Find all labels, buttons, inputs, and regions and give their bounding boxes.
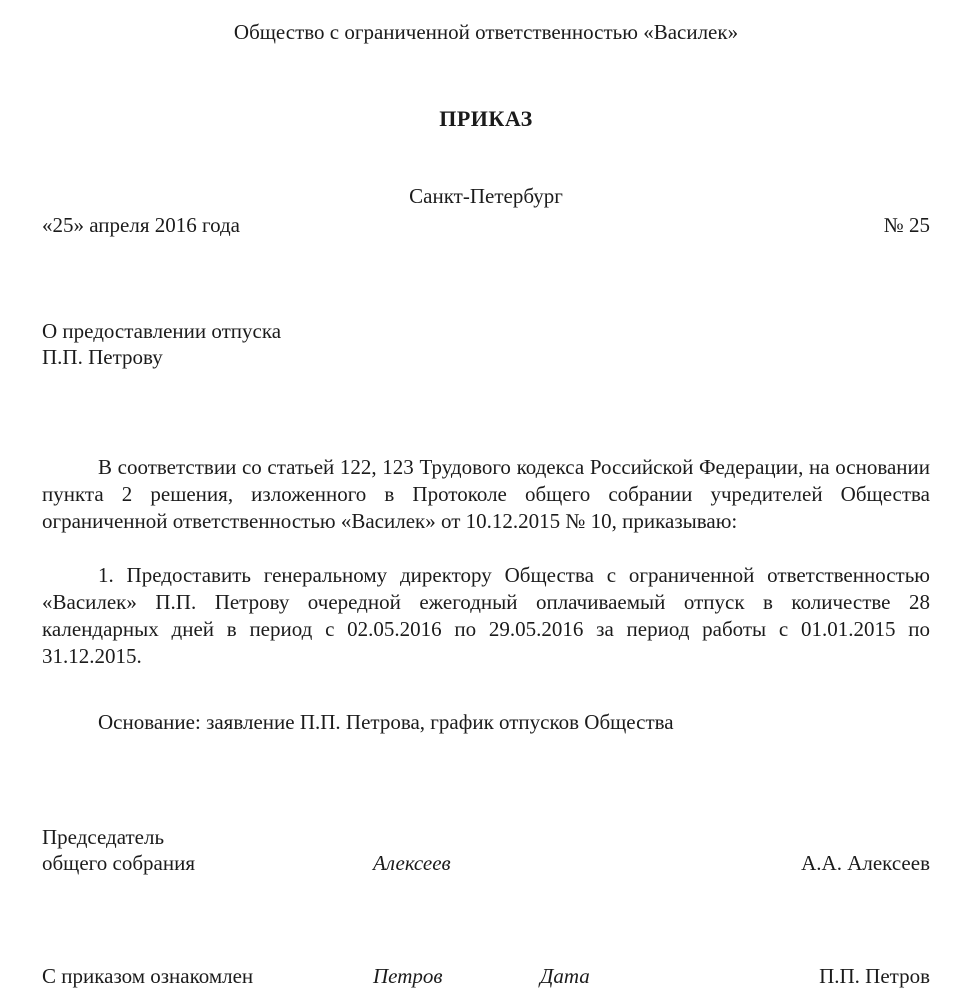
date-number-row bbox=[42, 213, 930, 238]
chairman-role-line-2: общего собрания bbox=[42, 851, 195, 875]
subject-line-1: О предоставлении отпуска bbox=[42, 319, 282, 343]
chairman-full-name: А.А. Алексеев bbox=[801, 851, 930, 875]
document-title: ПРИКАЗ bbox=[439, 106, 533, 131]
acknowledged-date-placeholder: Дата bbox=[540, 964, 590, 988]
chairman-role-line-1: Председатель bbox=[42, 825, 165, 849]
acknowledged-handwritten-signature: Петров bbox=[373, 964, 443, 988]
chairman-handwritten-signature: Алексеев bbox=[373, 851, 451, 875]
intro-paragraph: В соответствии со статьей 122, 123 Трудового кодекса Российской Федерации, на основании пункта 2 решения, изложенного в Протоколе общего собрании учредителей Общества ограниченной ответственностью «Василек» от 10.12.2015 № 10, приказываю: bbox=[42, 455, 930, 533]
chairman-signature-row bbox=[42, 850, 930, 876]
subject-block bbox=[42, 318, 930, 370]
signature-block-chairman bbox=[42, 824, 930, 876]
organization-name: Общество с ограниченной ответственностью «Василек» bbox=[233, 20, 739, 44]
document-number: № 25 bbox=[883, 213, 930, 237]
signature-block-acknowledged bbox=[42, 964, 930, 989]
city-line: Санкт-Петербург bbox=[409, 184, 563, 208]
document-date: «25» апреля 2016 года bbox=[42, 213, 240, 237]
acknowledged-role: С приказом ознакомлен bbox=[42, 964, 254, 988]
acknowledged-full-name: П.П. Петров bbox=[819, 964, 930, 988]
acknowledged-signature-row bbox=[42, 964, 930, 989]
order-paragraph: 1. Предоставить генеральному директору Общества с ограниченной ответственностью «Василек» П.П. Петрову очередной ежегодный оплачиваемый отпуск в количестве 28 календарных дней в период с 02.05.2016 по 29.05.2016 за период работы с 01.01.2015 по 31.12.2015. bbox=[42, 563, 930, 668]
subject-line-2: П.П. Петрову bbox=[42, 345, 163, 369]
basis-line: Основание: заявление П.П. Петрова, график отпусков Общества bbox=[98, 710, 674, 734]
